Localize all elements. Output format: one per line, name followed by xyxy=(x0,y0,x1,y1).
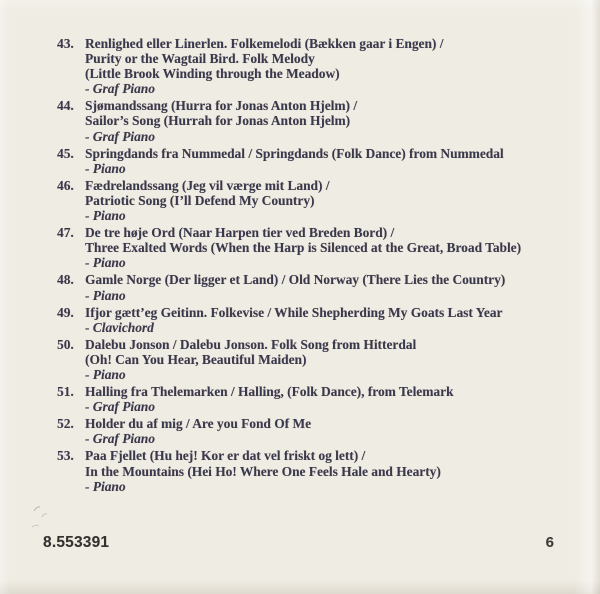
track-title-line: Halling fra Thelemarken / Halling, (Folk Dance), from Telemark xyxy=(85,384,454,400)
track-title-line: Ifjor gætt’eg Geitinn. Folkevise / While Shepherding My Goats Last Year xyxy=(85,304,503,320)
track-lines xyxy=(85,384,572,414)
track-instrument: - Piano xyxy=(85,287,126,303)
track-title-line: Springdands fra Nummedal / Springdands (Folk Dance) from Nummedal xyxy=(85,145,504,161)
track-number: 48. xyxy=(57,272,74,288)
track-lines xyxy=(85,178,572,223)
track-instrument: - Graf Piano xyxy=(85,399,155,415)
track-title-line: Patriotic Song (I’ll Defend My Country) xyxy=(85,192,315,208)
track-row xyxy=(57,416,572,446)
track-number: 52. xyxy=(57,416,74,432)
track-row xyxy=(57,384,572,414)
track-number: 51. xyxy=(57,384,74,400)
track-title-line: Purity or the Wagtail Bird. Folk Melody xyxy=(85,51,315,67)
track-instrument: - Piano xyxy=(85,366,126,382)
track-row xyxy=(57,305,572,335)
track-row xyxy=(57,98,572,143)
track-lines xyxy=(85,36,572,96)
track-title-line: Dalebu Jonson / Dalebu Jonson. Folk Song from Hitterdal xyxy=(85,336,417,352)
track-number: 50. xyxy=(57,336,74,352)
track-title-line: Paa Fjellet (Hu hej! Kor er dat vel friskt og lett) / xyxy=(85,448,366,464)
track-row xyxy=(57,36,572,96)
track-title-line: In the Mountains (Hei Ho! Where One Feels Hale and Hearty) xyxy=(85,463,441,479)
track-row xyxy=(57,272,572,302)
track-title-line: (Little Brook Winding through the Meadow) xyxy=(85,66,340,82)
track-row xyxy=(57,337,572,382)
track-lines xyxy=(85,146,572,176)
track-row xyxy=(57,225,572,270)
track-lines xyxy=(85,416,572,446)
track-row xyxy=(57,448,572,493)
track-instrument: - Piano xyxy=(85,208,126,224)
track-title-line: Three Exalted Words (When the Harp is Silenced at the Great, Broad Table) xyxy=(85,240,522,256)
track-number: 47. xyxy=(57,225,74,241)
track-list xyxy=(57,36,572,496)
track-title-line: Sjømandssang (Hurra for Jonas Anton Hjelm) / xyxy=(85,98,358,114)
track-title-line: (Oh! Can You Hear, Beautiful Maiden) xyxy=(85,351,307,367)
track-row xyxy=(57,178,572,223)
track-title-line: Sailor’s Song (Hurrah for Jonas Anton Hjelm) xyxy=(85,113,351,129)
track-lines xyxy=(85,98,572,143)
track-instrument: - Graf Piano xyxy=(85,128,155,144)
catalog-number: 8.553391 xyxy=(43,534,110,551)
track-lines xyxy=(85,272,572,302)
track-number: 44. xyxy=(57,98,74,114)
track-title-line: Gamle Norge (Der ligger et Land) / Old Norway (There Lies the Country) xyxy=(85,272,506,288)
track-title-line: Fædrelandssang (Jeg vil værge mit Land) / xyxy=(85,177,330,193)
track-instrument: - Piano xyxy=(85,255,126,271)
track-number: 46. xyxy=(57,177,74,193)
track-lines xyxy=(85,305,572,335)
track-title-line: Renlighed eller Linerlen. Folkemelodi (Bækken gaar i Engen) / xyxy=(85,36,444,51)
pencil-smudge-mark xyxy=(28,501,72,537)
track-title-line: Holder du af mig / Are you Fond Of Me xyxy=(85,416,312,432)
track-instrument: - Graf Piano xyxy=(85,431,155,447)
track-lines xyxy=(85,225,572,270)
track-title-line: De tre høje Ord (Naar Harpen tier ved Breden Bord) / xyxy=(85,225,395,241)
track-number: 49. xyxy=(57,304,74,320)
track-number: 53. xyxy=(57,448,74,464)
track-row xyxy=(57,146,572,176)
track-instrument: - Graf Piano xyxy=(85,81,155,97)
track-number: 43. xyxy=(57,36,74,51)
track-number: 45. xyxy=(57,145,74,161)
track-lines xyxy=(85,448,572,493)
track-lines xyxy=(85,337,572,382)
track-instrument: - Piano xyxy=(85,160,126,176)
page-number: 6 xyxy=(545,534,554,551)
track-instrument: - Clavichord xyxy=(85,319,154,335)
track-instrument: - Piano xyxy=(85,478,126,494)
